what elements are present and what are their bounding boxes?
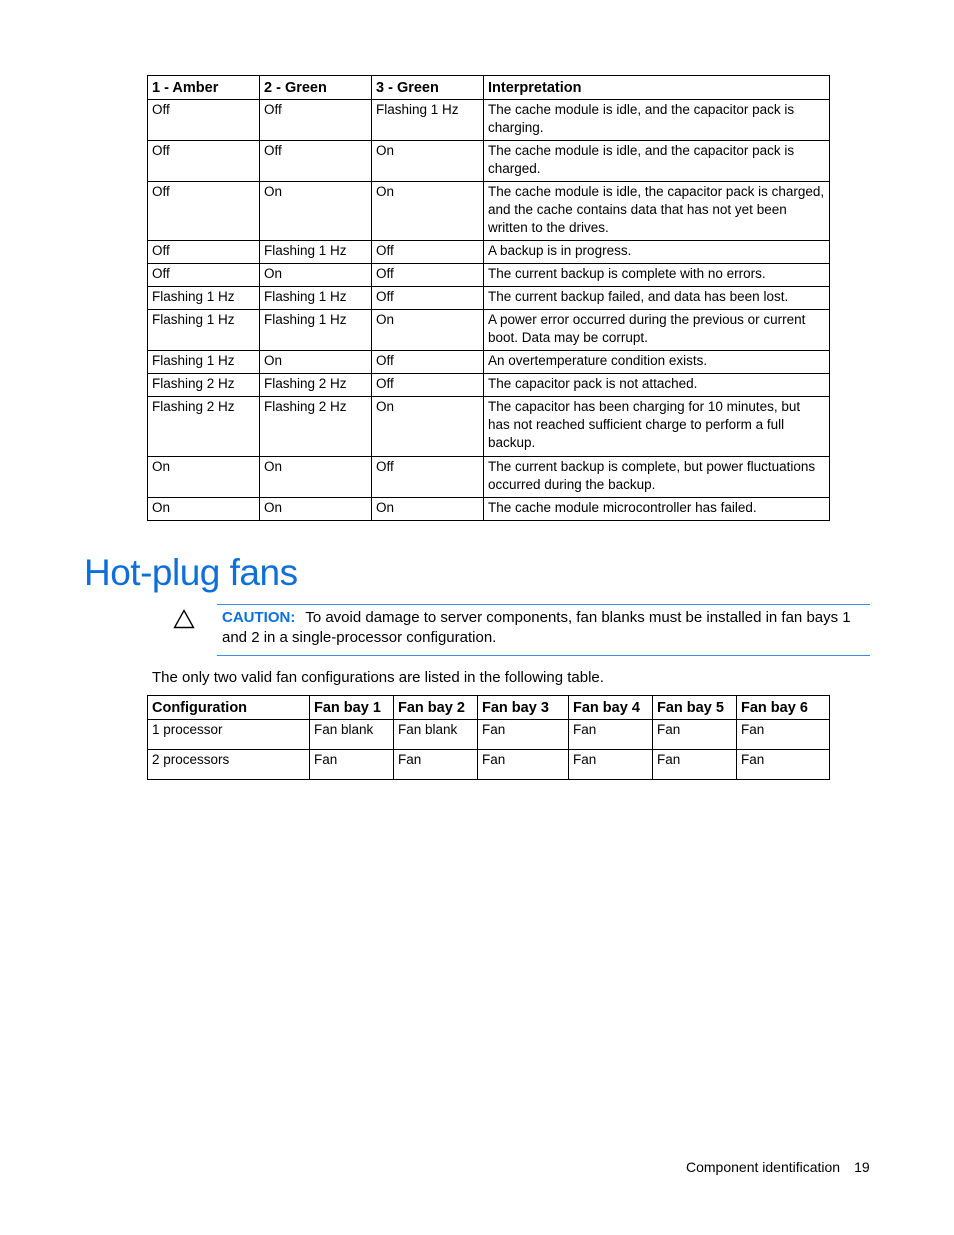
table-cell: Off bbox=[148, 264, 260, 287]
column-header: Fan bay 5 bbox=[653, 696, 737, 720]
table-cell: Off bbox=[372, 457, 484, 498]
table-cell: Fan bbox=[478, 720, 569, 750]
table-row bbox=[148, 182, 830, 241]
table-cell: Fan bbox=[737, 720, 830, 750]
table-cell: Flashing 1 Hz bbox=[148, 351, 260, 374]
table-cell: Off bbox=[260, 141, 372, 182]
table-cell: Off bbox=[148, 100, 260, 141]
column-header: Fan bay 4 bbox=[569, 696, 653, 720]
table-cell: Flashing 1 Hz bbox=[148, 287, 260, 310]
footer-section-name: Component identification bbox=[686, 1159, 841, 1175]
section-title: Hot-plug fans bbox=[84, 552, 298, 593]
table-cell: Off bbox=[372, 374, 484, 397]
table-cell: Off bbox=[148, 182, 260, 241]
table-cell: Fan bbox=[569, 750, 653, 780]
table-cell: 1 processor bbox=[148, 720, 310, 750]
column-header: Fan bay 3 bbox=[478, 696, 569, 720]
table-cell: Fan bbox=[653, 720, 737, 750]
table-cell: The cache module is idle, and the capacitor pack is charged. bbox=[484, 141, 830, 182]
table-cell: On bbox=[260, 351, 372, 374]
table-header-row bbox=[148, 696, 830, 720]
table-cell: The current backup is complete, but power fluctuations occurred during the backup. bbox=[484, 457, 830, 498]
caution-body: To avoid damage to server components, fan blanks must be installed in fan bays 1 and 2 in a single-processor configuration. bbox=[222, 609, 851, 646]
table-row bbox=[148, 310, 830, 351]
table-cell: Flashing 1 Hz bbox=[148, 310, 260, 351]
table-cell: Flashing 2 Hz bbox=[148, 397, 260, 457]
table-cell: Off bbox=[260, 100, 372, 141]
table-cell: On bbox=[372, 182, 484, 241]
warning-triangle-icon bbox=[173, 609, 195, 629]
table-cell: The current backup is complete with no errors. bbox=[484, 264, 830, 287]
table-cell: On bbox=[372, 141, 484, 182]
table-cell: Fan bbox=[478, 750, 569, 780]
table-cell: Fan bbox=[569, 720, 653, 750]
column-header: 1 - Amber bbox=[148, 76, 260, 100]
table-row bbox=[148, 374, 830, 397]
page-footer bbox=[686, 1158, 870, 1176]
column-header: 2 - Green bbox=[260, 76, 372, 100]
table-cell: Fan bbox=[310, 750, 394, 780]
table-cell: Off bbox=[372, 264, 484, 287]
table-cell: On bbox=[148, 498, 260, 521]
table-cell: The capacitor pack is not attached. bbox=[484, 374, 830, 397]
table-cell: Flashing 1 Hz bbox=[260, 310, 372, 351]
column-header: Configuration bbox=[148, 696, 310, 720]
intro-paragraph: The only two valid fan configurations are listed in the following table. bbox=[152, 669, 604, 686]
table-cell: An overtemperature condition exists. bbox=[484, 351, 830, 374]
table-cell: Flashing 2 Hz bbox=[148, 374, 260, 397]
table-cell: On bbox=[148, 457, 260, 498]
column-header: Fan bay 6 bbox=[737, 696, 830, 720]
fan-configuration-table bbox=[147, 695, 830, 780]
table-cell: The cache module microcontroller has failed. bbox=[484, 498, 830, 521]
table-cell: 2 processors bbox=[148, 750, 310, 780]
table-row bbox=[148, 397, 830, 457]
caution-label: CAUTION: bbox=[222, 609, 296, 626]
caution-message bbox=[222, 608, 867, 648]
table-cell: Off bbox=[148, 241, 260, 264]
table-row bbox=[148, 287, 830, 310]
table-cell: Off bbox=[372, 287, 484, 310]
table-cell: Off bbox=[372, 351, 484, 374]
table-row bbox=[148, 264, 830, 287]
table-cell: On bbox=[260, 264, 372, 287]
table-row bbox=[148, 141, 830, 182]
table-cell: The capacitor has been charging for 10 minutes, but has not reached sufficient charge to perform a full backup. bbox=[484, 397, 830, 457]
table-cell: Flashing 1 Hz bbox=[372, 100, 484, 141]
table-cell: The current backup failed, and data has been lost. bbox=[484, 287, 830, 310]
table-cell: Fan blank bbox=[394, 720, 478, 750]
table-cell: On bbox=[372, 498, 484, 521]
table-cell: Off bbox=[372, 241, 484, 264]
column-header: Fan bay 1 bbox=[310, 696, 394, 720]
table-cell: On bbox=[372, 310, 484, 351]
table-cell: A backup is in progress. bbox=[484, 241, 830, 264]
table-cell: On bbox=[260, 457, 372, 498]
table-row bbox=[148, 457, 830, 498]
page-number: 19 bbox=[854, 1159, 870, 1175]
table-cell: On bbox=[260, 182, 372, 241]
table-row bbox=[148, 100, 830, 141]
table-cell: Fan bbox=[653, 750, 737, 780]
column-header: Interpretation bbox=[484, 76, 830, 100]
table-row bbox=[148, 720, 830, 750]
table-row bbox=[148, 241, 830, 264]
table-cell: Flashing 1 Hz bbox=[260, 287, 372, 310]
table-cell: The cache module is idle, the capacitor pack is charged, and the cache contains data that has not yet been written to the drives. bbox=[484, 182, 830, 241]
table-cell: Fan bbox=[394, 750, 478, 780]
table-cell: Flashing 1 Hz bbox=[260, 241, 372, 264]
table-cell: Flashing 2 Hz bbox=[260, 397, 372, 457]
led-status-table bbox=[147, 75, 830, 521]
table-cell: The cache module is idle, and the capacitor pack is charging. bbox=[484, 100, 830, 141]
table-row bbox=[148, 351, 830, 374]
table-cell: On bbox=[260, 498, 372, 521]
column-header: Fan bay 2 bbox=[394, 696, 478, 720]
column-header: 3 - Green bbox=[372, 76, 484, 100]
table-cell: Off bbox=[148, 141, 260, 182]
table-cell: Fan bbox=[737, 750, 830, 780]
table-cell: Flashing 2 Hz bbox=[260, 374, 372, 397]
table-cell: On bbox=[372, 397, 484, 457]
table-cell: A power error occurred during the previous or current boot. Data may be corrupt. bbox=[484, 310, 830, 351]
table-row bbox=[148, 750, 830, 780]
table-cell: Fan blank bbox=[310, 720, 394, 750]
table-header-row bbox=[148, 76, 830, 100]
table-row bbox=[148, 498, 830, 521]
